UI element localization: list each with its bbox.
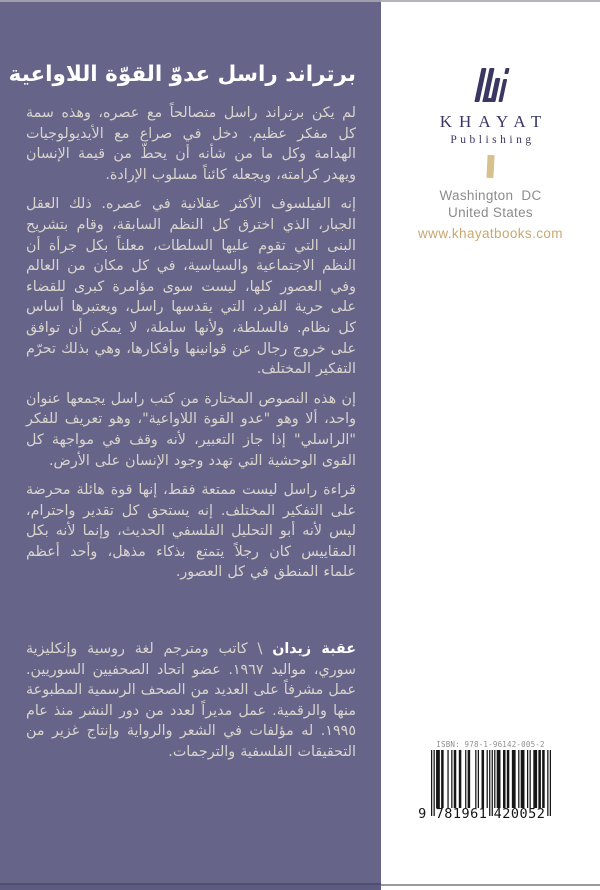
- blurb-paragraph-2: إنه الفيلسوف الأكثر عقلانية في عصره. ذلك العقل الجبار، الذي اخترق كل النظم السابقة، وقام بتشريح البنى التي تقوم عليها السلطات، معلناً بكل جرأة أن النظم الاجتماعية والسياسية، في كل مكان من العالم وفي العصور كلها، ليست سوى مؤامرة كبرى للقضاء على حرية الفرد، التي يقدسها راسل، ويعتبرها أساس كل نظام. فالسلطة، ولأنها سلطة، لا يمكن أن توافق على خروج رجال عن قوانينها وأفكارها، وهي بذلك تحرّم التفكير المختلف.: [26, 196, 356, 378]
- page-top-edge: [0, 0, 600, 2]
- alef-gold-mark-icon: [486, 155, 494, 178]
- publisher-website: www.khayatbooks.com: [418, 226, 563, 241]
- barcode-digit-leading: 9: [418, 806, 427, 822]
- author-bio-text: \ كاتب ومترجم لغة روسية وإنكليزية سوري، مواليد ١٩٦٧. عضو اتحاد الصحفيين السوريين. عمل مشرفاً على العديد من الصحف الرسمية المطبوعة منها والرقمية. عمل مديراً لعدد من دور النشر منذ عام ١٩٩٥. له مؤلفات في الشعر والرواية وإنتاج غزير من التحقيقات الفلسفية والترجمات.: [26, 641, 356, 761]
- isbn-barcode: [418, 739, 551, 838]
- barcode-digits-left-group: 781961: [435, 806, 488, 822]
- page-bottom-edge-right: [381, 884, 600, 886]
- publisher-subtitle: Publishing: [450, 134, 535, 146]
- khayat-logo-icon: [381, 66, 600, 110]
- publisher-sidebar: [381, 0, 600, 890]
- blurb-paragraph-1: لم يكن برتراند راسل متصالحاً مع عصره، وهذه سمة كل مفكر عظيم. دخل في صراع مع الأيديولوجيات الهدامة وكل ما من شأنه أن يحطّ من قيمة الإنسان ويهدر كرامته، ويجعله كائناً مسلوب الإرادة.: [26, 105, 356, 183]
- publisher-country: United States: [448, 205, 533, 220]
- publisher-city: Washington DC: [439, 188, 542, 203]
- blurb: [26, 103, 356, 763]
- page-bottom-edge-left: [0, 883, 381, 890]
- barcode-bars: [418, 750, 551, 838]
- author-name: عقبة زيدان: [272, 641, 356, 658]
- publisher-name: KHAYAT: [439, 112, 549, 131]
- blurb-paragraph-4: قراءة راسل ليست ممتعة فقط، إنها قوة هائلة محرضة على التفكير المختلف. إنه يستحق كل تقدير واحترام، ليس لأنه أبو التحليل الفلسفي الحديث، وإنما لأنه بكل المقاييس كان رجلاً يتمتع بذكاء مذهل، وأحد أعظم علماء المنطق في كل العصور.: [26, 482, 356, 581]
- barcode-digits-right-group: 420052: [493, 806, 546, 822]
- blurb-paragraph-3: إن هذه النصوص المختارة من كتب راسل يجمعها عنوان واحد، ألا وهو "عدو القوة اللاواعية"، وهو تعريف للفكر "الراسلي" إذا جاز التعبير، لأنه وقف في مواجهة كل القوى الوحشية التي تهدد وجود الإنسان على الأرض.: [26, 390, 356, 469]
- author-bio: [26, 639, 356, 763]
- isbn-label: ISBN: 978-1-96142-005-2: [436, 740, 545, 749]
- book-title: برتراند راسل عدوّ القوّة اللاواعية: [8, 62, 356, 87]
